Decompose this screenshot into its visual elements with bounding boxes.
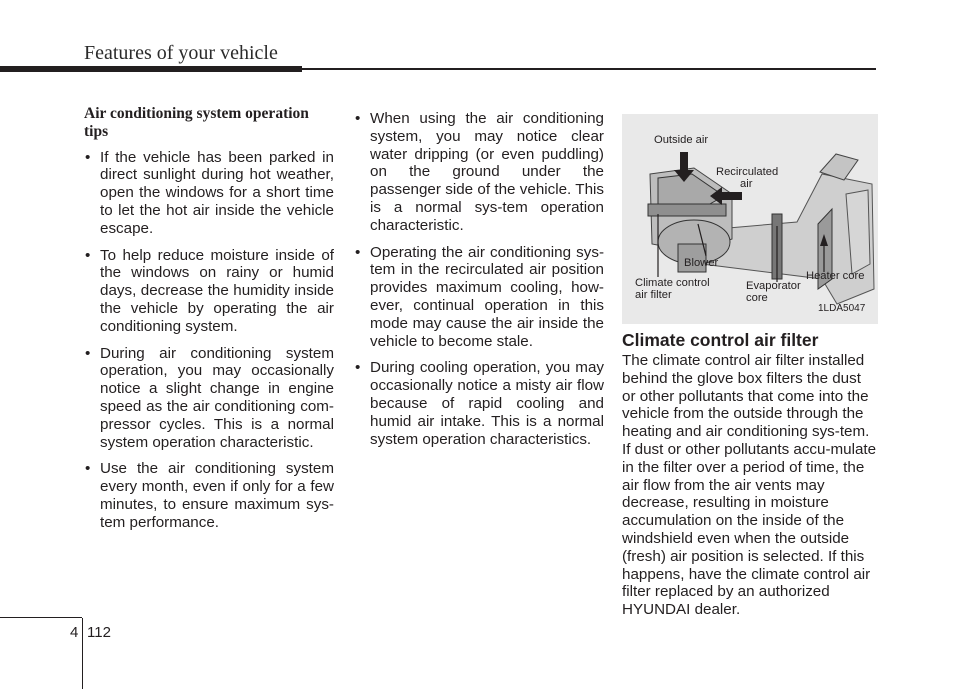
header-rule-thick	[0, 66, 302, 72]
ac-tips-list	[84, 149, 334, 532]
label-outside-air: Outside air	[654, 134, 709, 146]
list-item: • During cooling operation, you may occasionally notice a misty air flow because of rapid cooling and humid air intake. This is a normal system operation characteristics.	[354, 359, 604, 448]
label-evaporator-2: core	[746, 292, 768, 304]
label-blower: Blower	[684, 257, 719, 269]
label-climate-filter: Climate control	[635, 277, 710, 289]
left-column	[84, 105, 334, 541]
list-item: • Operating the air conditioning sys-tem in the recirculated air position provides maximum cooling, how-ever, continual operation in this mode may cause the air inside the vehicle to become stale.	[354, 244, 604, 351]
list-item: • During air conditioning system operation, you may occasionally notice a slight change in engine speed as the air conditioning com-pressor cycles. This is a normal system operation characteristic.	[84, 345, 334, 452]
label-evaporator: Evaporator	[746, 280, 801, 292]
section-heading-air-filter: Climate control air filter	[622, 330, 819, 350]
label-climate-filter-2: air filter	[635, 289, 672, 301]
label-recirculated-air: Recirculated	[716, 166, 779, 178]
list-item: • Use the air conditioning system every month, even if only for a few minutes, to ensure maximum sys-tem performance.	[84, 460, 334, 531]
list-item: • If the vehicle has been parked in direct sunlight during hot weather, open the windows for a short time to let the hot air inside the vehicle escape.	[84, 149, 334, 238]
figure-code: 1LDA5047	[818, 303, 866, 314]
footer-divider	[82, 618, 83, 689]
list-item: • To help reduce moisture inside of the windows on rainy or humid days, decrease the humidity inside the vehicle by operating the air conditioning system.	[84, 247, 334, 336]
footer-rule	[0, 617, 82, 618]
label-heater-core: Heater core	[806, 270, 865, 282]
header-rule-thin	[302, 68, 876, 70]
label-recirculated-air-2: air	[740, 178, 753, 190]
list-item: • When using the air conditioning system, you may notice clear water dripping (or even puddling) on the ground under the passenger side of the vehicle. This is a normal sys-tem operation characteristic.	[354, 110, 604, 235]
right-column	[622, 106, 878, 619]
climate-system-diagram	[622, 114, 878, 324]
page-number: 112	[87, 624, 111, 641]
section-heading-ac-tips: Air conditioning system operation tips	[84, 105, 309, 140]
air-filter-paragraph: The climate control air filter installed behind the glove box filters the dust or other pollutants that come into the vehicle from the outside through the heating and air conditioning sys-tem. If dust or other pollutants accu-mulate in the filter over a period of time, the air flow from the air vents may decrease, resulting in moisture accumulation on the inside of the windshield even when the outside (fresh) air position is selected. If this happens, have the climate control air filter replaced by an authorized HYUNDAI dealer.	[622, 352, 877, 619]
ac-tips-list-continued	[354, 110, 604, 448]
page-header-title: Features of your vehicle	[84, 42, 278, 64]
middle-column	[354, 110, 604, 457]
chapter-number: 4	[70, 624, 79, 641]
